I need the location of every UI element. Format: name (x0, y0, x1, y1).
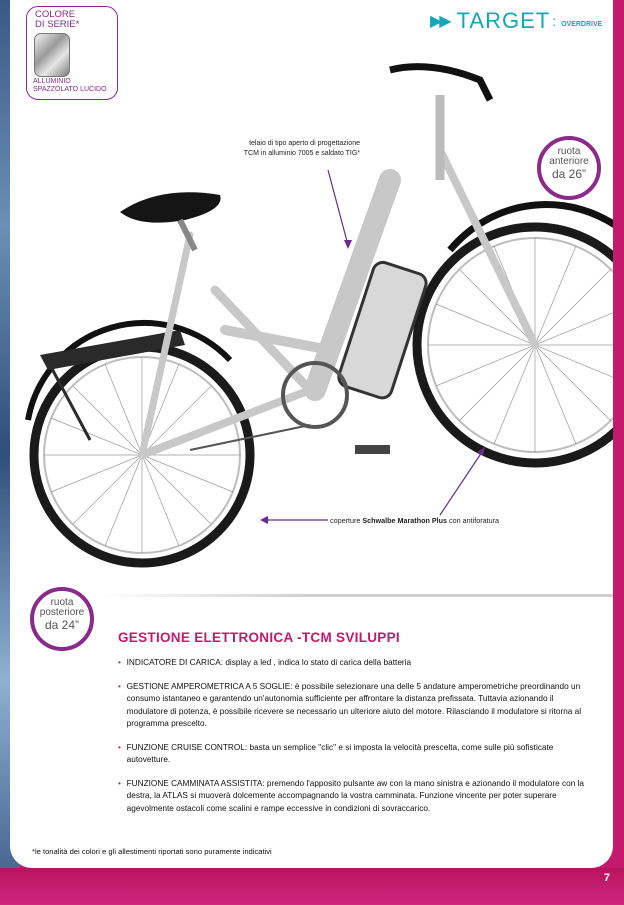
swatch-caption-line2: SPAZZOLATO LUCIDO (33, 86, 107, 93)
brand-separator: : (552, 13, 558, 29)
section-title: GESTIONE ELETTRONICA -TCM SVILUPPI (118, 630, 400, 645)
feature-item-cruise-control: • FUNZIONE CRUISE CONTROL: basta un semplice "clic" e si imposta la velocità prescelta, come sulle più sofisticate autovetture. (118, 741, 590, 766)
pedal (355, 445, 390, 454)
front-badge-line3: da 26” (551, 167, 587, 181)
disclaimer: *le tonalità dei colori e gli allestimenti riportati sono puramente indicativi (32, 847, 272, 856)
tyre-callout-suffix: con antiforatura (447, 516, 499, 525)
frame-callout-arrow (328, 170, 348, 245)
rear-badge-line2: posteriore (39, 607, 85, 618)
rear-badge-line3: da 24” (44, 618, 80, 632)
section-divider (100, 594, 613, 597)
tyre-callout-arrow-right (440, 452, 482, 515)
frame-callout (220, 139, 360, 159)
frame-callout-line2: TCM in alluminio 7005 e saldato TIG* (243, 150, 360, 157)
front-badge-line1: ruota (557, 146, 581, 157)
brand-model: OVERDRIVE (561, 20, 603, 28)
tyre-callout-prefix: coperture (330, 516, 363, 525)
rear-wheel-badge (30, 587, 94, 651)
frame-callout-line1: telaio di tipo aperto di progettazione (249, 140, 360, 147)
brochure-page (10, 0, 613, 868)
tyre-callout (330, 516, 499, 525)
brand-arrows-icon: ▶▶ (430, 13, 449, 30)
tyre-callout-brand: Schwalbe Marathon Plus (362, 516, 448, 525)
swatch-title-line1: COLORE (35, 9, 76, 20)
feature-item-amperometric: • GESTIONE AMPEROMETRICA A 5 SOGLIE: è possibile selezionare una delle 5 andature amperometriche preordinando un consumo istantaneo e garantendo un'autonomia sufficiente per affrontare la distanza prefissata. Tuttavia azionando il modulatore di potenza, è possibile ricevere se necessario un ulteriore aiuto del motore. Rilasciando il modulatore si ritorna al programma prescelto. (118, 680, 590, 730)
brand-name: TARGET (456, 8, 551, 33)
decorative-right-strip (612, 0, 624, 905)
bicycle-illustration (10, 0, 613, 600)
front-badge-line2: anteriore (549, 156, 589, 167)
swatch-title-line2: DI SERIE* (35, 19, 80, 30)
saddle (120, 192, 221, 222)
swatch-caption-line1: ALLUMINIO (33, 78, 71, 85)
feature-list (118, 656, 610, 825)
page-number: 7 (603, 872, 610, 884)
feature-item-charge-indicator: • INDICATORE DI CARICA: display a led , indica lo stato di carica della batteria (118, 656, 590, 669)
feature-item-walk-assist: • FUNZIONE CAMMINATA ASSISTITA: premendo l'apposito pulsante aw con la mano sinistra e azionando il modulatore con la destra, la ATLAS si muoverà dolcemente accompagnando la vostra camminata. Funzione vincente per poter superare agevolmente ostacoli come scalini e rampe eccessive in condizioni di sovraccarico. (118, 777, 590, 815)
front-wheel-badge (537, 136, 601, 200)
rear-badge-line1: ruota (50, 597, 74, 608)
bottom-band (0, 868, 624, 905)
front-spokes (428, 238, 613, 452)
